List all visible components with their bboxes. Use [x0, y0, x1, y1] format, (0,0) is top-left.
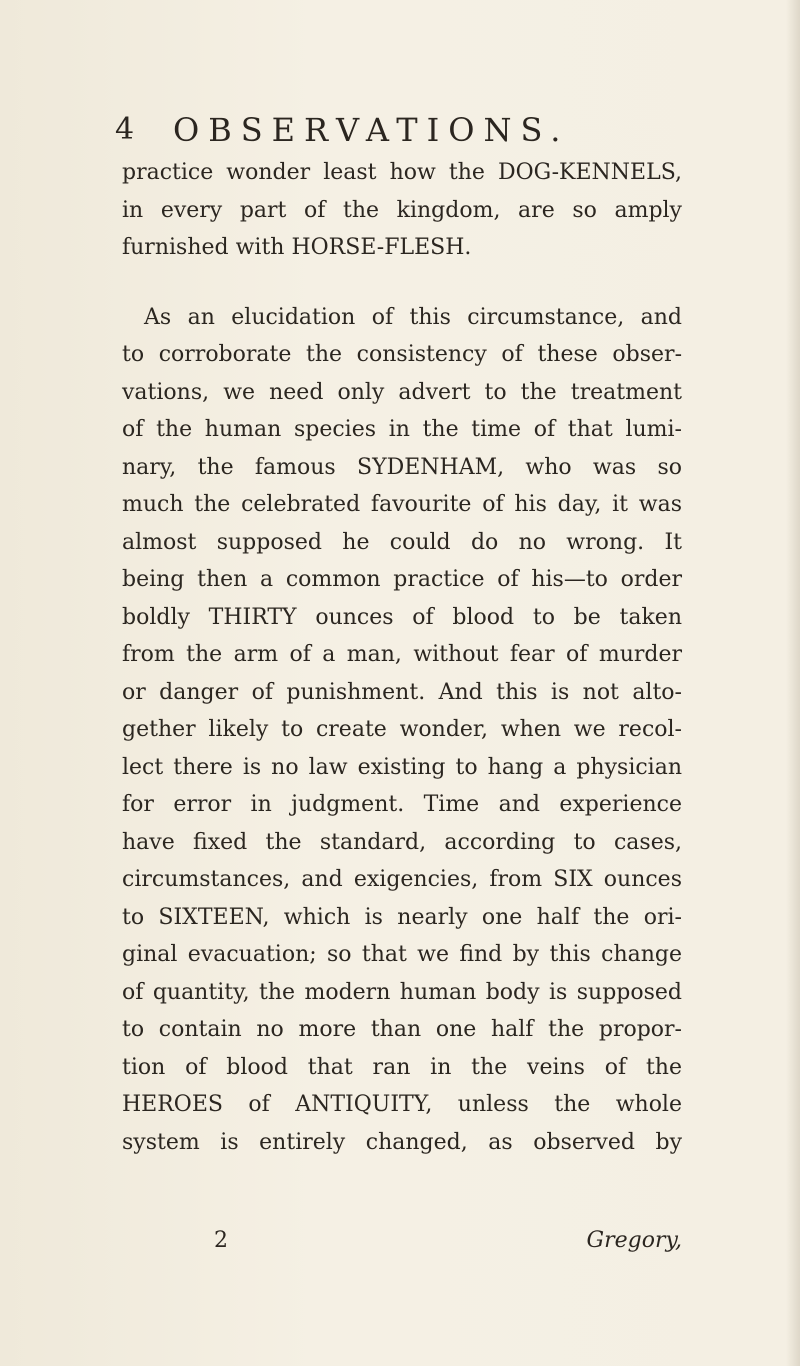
text-line: ginal evacuation; so that we find by this change — [122, 942, 682, 967]
running-head-title: OBSERVATIONS. — [173, 111, 570, 149]
text-line: to corroborate the consistency of these obser- — [122, 342, 682, 367]
text-line: practice wonder least how the DOG-KENNELS, — [122, 160, 682, 185]
text-line: furnished with HORSE-FLESH. — [122, 235, 472, 260]
text-line: have fixed the standard, according to cases, — [122, 829, 682, 855]
text-line: HEROES of ANTIQUITY, unless the whole — [122, 1092, 682, 1117]
text-line: circumstances, and exigencies, from SIX ounces — [122, 867, 682, 892]
text-line: gether likely to create wonder, when we recol- — [122, 717, 682, 742]
page-number: 4 — [115, 112, 135, 147]
text-line: much the celebrated favourite of his day, it was — [122, 492, 682, 517]
text-line: nary, the famous SYDENHAM, who was so — [122, 454, 682, 480]
text-line: vations, we need only advert to the treatment — [122, 379, 682, 405]
page-edge-shadow — [786, 0, 800, 1366]
text-line: lect there is no law existing to hang a physician — [122, 754, 682, 780]
page-footer — [122, 1222, 682, 1260]
text-line: boldly THIRTY ounces of blood to be taken — [122, 604, 682, 630]
text-line: in every part of the kingdom, are so amply — [122, 197, 682, 223]
text-line: for error in judgment. Time and experience — [122, 792, 682, 817]
running-head — [115, 108, 715, 152]
text-line: to contain no more than one half the propor- — [122, 1017, 682, 1042]
signature-mark: 2 — [214, 1228, 228, 1253]
text-line: almost supposed he could do no wrong. It — [122, 529, 682, 555]
text-line: from the arm of a man, without fear of murder — [122, 642, 682, 667]
text-line: tion of blood that ran in the veins of the — [122, 1054, 682, 1080]
text-line: of the human species in the time of that lumi- — [122, 417, 682, 442]
text-line: of quantity, the modern human body is supposed — [122, 979, 682, 1005]
text-line: or danger of punishment. And this is not alto- — [122, 679, 682, 705]
body-text — [122, 154, 682, 1161]
text-line: being then a common practice of his—to order — [122, 567, 682, 592]
text-line: system is entirely changed, as observed by — [122, 1129, 682, 1155]
catchword: Gregory, — [586, 1228, 682, 1253]
text-line: As an elucidation of this circumstance, and — [144, 304, 682, 330]
text-line: to SIXTEEN, which is nearly one half the ori- — [122, 904, 682, 930]
